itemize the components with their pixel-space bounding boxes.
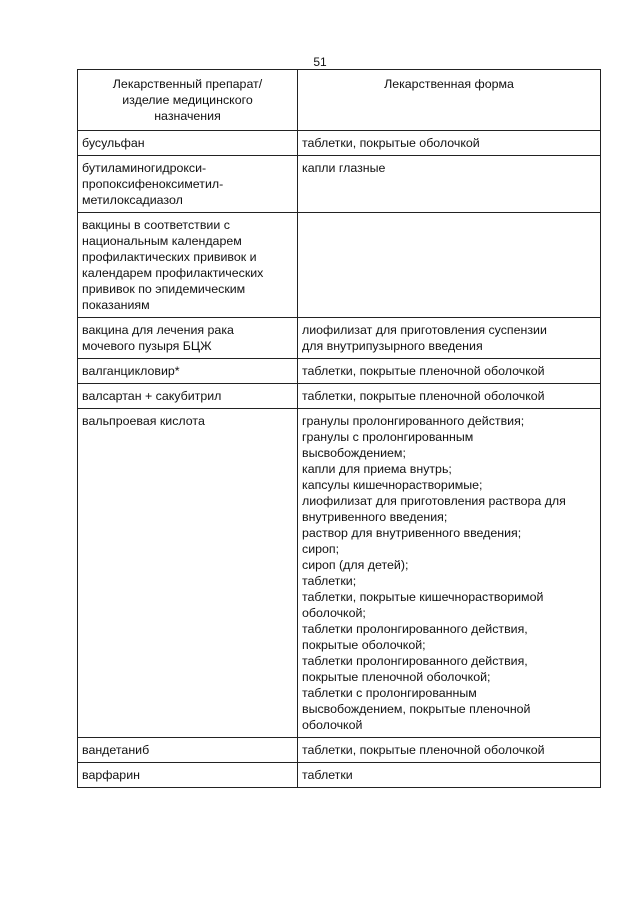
drug-name-line: бусульфан: [82, 136, 145, 150]
drug-name-line: календарем профилактических: [82, 266, 264, 280]
dosage-form-line: таблетки, покрытые оболочкой: [302, 136, 480, 150]
header-form: [298, 70, 601, 131]
table-row: [78, 156, 601, 213]
drug-name-line: прививок по эпидемическим: [82, 282, 246, 296]
drug-name-line: вакцина для лечения рака: [82, 323, 234, 337]
dosage-form-line: таблетки пролонгированного действия,: [302, 654, 528, 668]
drug-name-cell: [78, 156, 298, 213]
dosage-form-cell: [298, 156, 601, 213]
header-line: Лекарственный препарат/: [112, 77, 263, 91]
drug-name-line: вальпроевая кислота: [82, 414, 205, 428]
table-row: [78, 359, 601, 384]
dosage-form-line: покрытые оболочкой;: [302, 638, 426, 652]
dosage-form-cell: [298, 213, 601, 318]
header-line: Лекарственная форма: [384, 77, 514, 91]
dosage-form-line: таблетки;: [302, 574, 357, 588]
table-row: [78, 384, 601, 409]
drug-name-cell: [78, 763, 298, 788]
dosage-form-line: капли глазные: [302, 161, 386, 175]
dosage-form-line: гранулы пролонгированного действия;: [302, 414, 525, 428]
dosage-form-line: таблетки: [302, 768, 353, 782]
drug-name-line: показаниям: [82, 298, 150, 312]
dosage-form-cell: [298, 763, 601, 788]
drug-name-line: вандетаниб: [82, 743, 150, 757]
dosage-form-line: высвобождением, покрытые пленочной: [302, 702, 531, 716]
drug-name-cell: [78, 359, 298, 384]
drug-name-line: национальным календарем: [82, 234, 242, 248]
dosage-form-line: внутривенного введения;: [302, 510, 448, 524]
dosage-form-line: капли для приема внутрь;: [302, 462, 452, 476]
drug-name-line: вакцины в соответствии с: [82, 218, 230, 232]
dosage-form-line: таблетки пролонгированного действия,: [302, 622, 528, 636]
table-body: [78, 131, 601, 788]
drug-name-line: метилоксадиазол: [82, 193, 183, 207]
drug-name-line: варфарин: [82, 768, 140, 782]
dosage-form-line: оболочкой: [302, 718, 363, 732]
drug-name-cell: [78, 384, 298, 409]
drug-name-line: бутиламиногидрокси-: [82, 161, 207, 175]
drug-name-line: валганцикловир*: [82, 364, 180, 378]
dosage-form-line: таблетки, покрытые пленочной оболочкой: [302, 743, 545, 757]
dosage-form-line: сироп;: [302, 542, 340, 556]
drug-table: [77, 69, 601, 788]
dosage-form-line: оболочкой;: [302, 606, 366, 620]
drug-name-cell: [78, 131, 298, 156]
table-row: [78, 213, 601, 318]
drug-name-cell: [78, 318, 298, 359]
dosage-form-line: для внутрипузырного введения: [302, 339, 483, 353]
drug-name-cell: [78, 213, 298, 318]
dosage-form-line: гранулы с пролонгированным: [302, 430, 474, 444]
table-header-row: [78, 70, 601, 131]
drug-name-cell: [78, 409, 298, 738]
table-row: [78, 763, 601, 788]
drug-name-line: пропоксифеноксиметил-: [82, 177, 224, 191]
dosage-form-line: раствор для внутривенного введения;: [302, 526, 522, 540]
dosage-form-line: таблетки, покрытые пленочной оболочкой: [302, 389, 545, 403]
dosage-form-cell: [298, 359, 601, 384]
dosage-form-cell: [298, 131, 601, 156]
drug-name-line: валсартан + сакубитрил: [82, 389, 222, 403]
header-line: назначения: [154, 109, 221, 123]
dosage-form-line: капсулы кишечнорастворимые;: [302, 478, 483, 492]
drug-name-line: профилактических прививок и: [82, 250, 257, 264]
page-number: 51: [313, 55, 327, 69]
drug-name-cell: [78, 738, 298, 763]
table-row: [78, 318, 601, 359]
dosage-form-line: лиофилизат для приготовления суспензии: [302, 323, 547, 337]
dosage-form-cell: [298, 384, 601, 409]
dosage-form-line: сироп (для детей);: [302, 558, 409, 572]
table-row: [78, 131, 601, 156]
header-line: изделие медицинского: [122, 93, 253, 107]
dosage-form-cell: [298, 318, 601, 359]
table-row: [78, 409, 601, 738]
dosage-form-line: таблетки, покрытые пленочной оболочкой: [302, 364, 545, 378]
drug-name-line: мочевого пузыря БЦЖ: [82, 339, 212, 353]
dosage-form-line: лиофилизат для приготовления раствора для: [302, 494, 566, 508]
dosage-form-cell: [298, 409, 601, 738]
dosage-form-cell: [298, 738, 601, 763]
dosage-form-line: высвобождением;: [302, 446, 406, 460]
table-row: [78, 738, 601, 763]
dosage-form-line: покрытые пленочной оболочкой;: [302, 670, 491, 684]
dosage-form-line: таблетки с пролонгированным: [302, 686, 477, 700]
header-drug: [78, 70, 298, 131]
dosage-form-line: таблетки, покрытые кишечнорастворимой: [302, 590, 544, 604]
